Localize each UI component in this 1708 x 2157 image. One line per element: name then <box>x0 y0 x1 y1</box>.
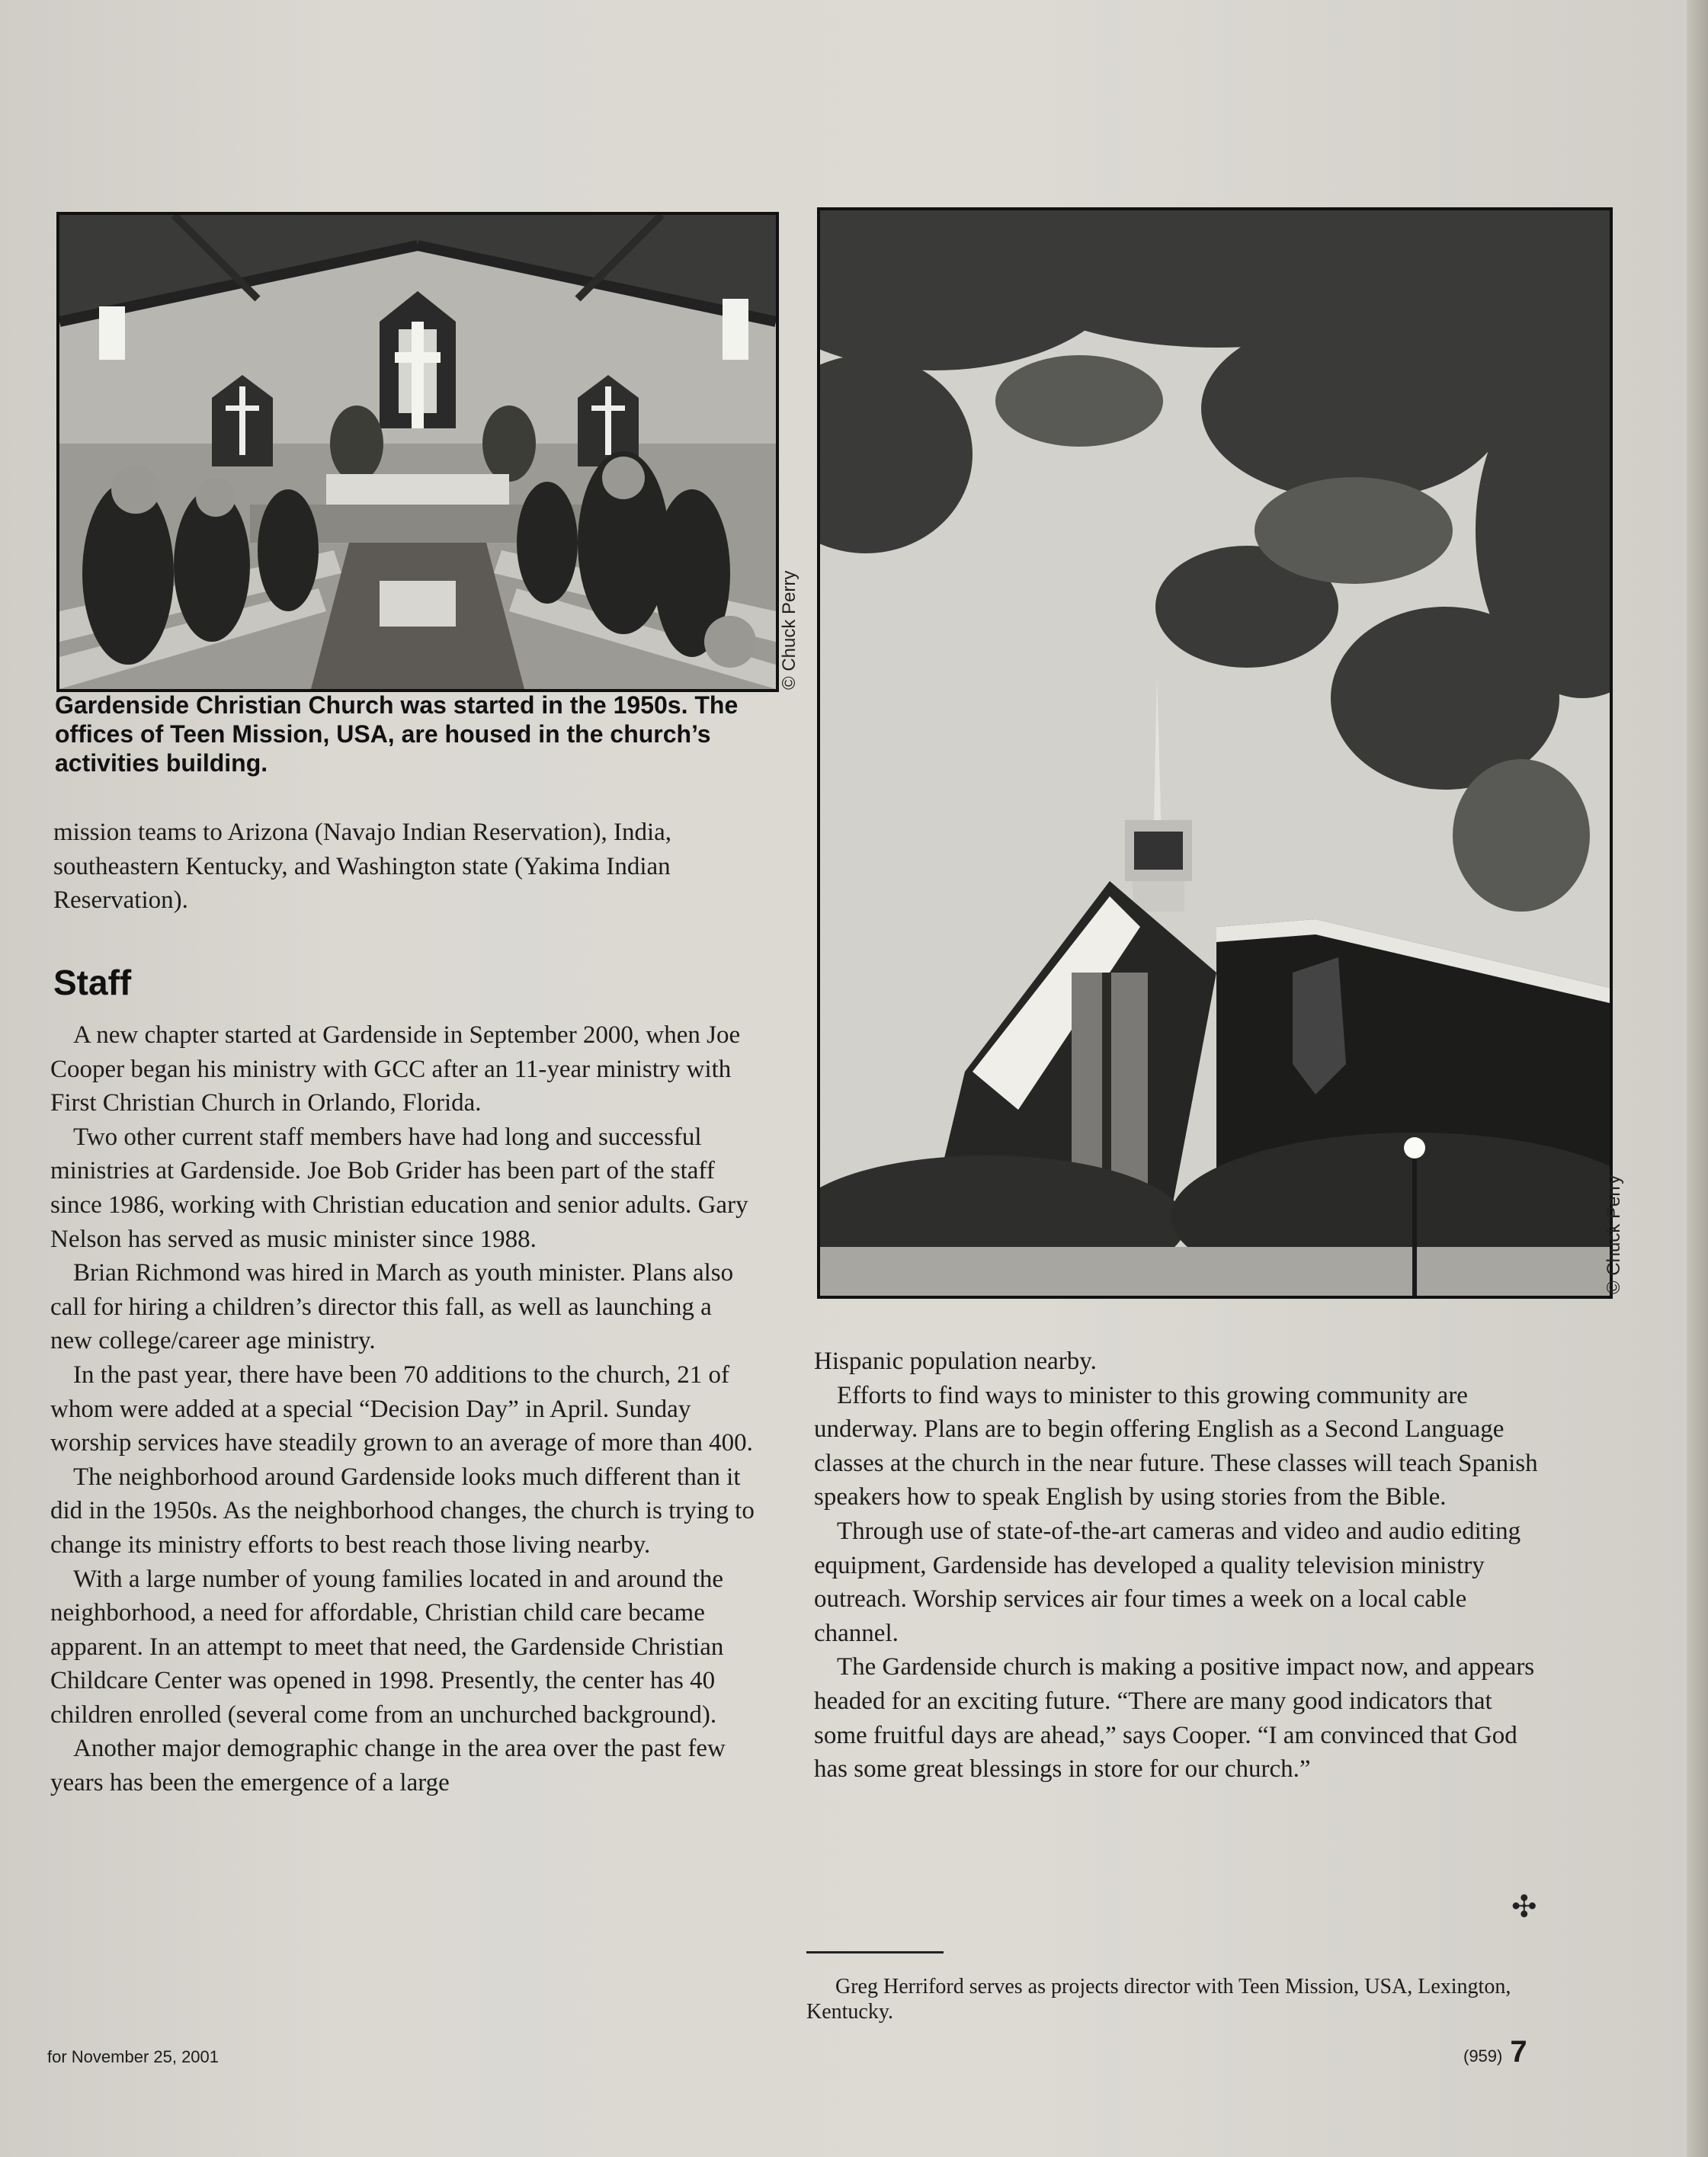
staff-heading: Staff <box>53 963 132 1002</box>
page-code: (959) <box>1463 2046 1503 2066</box>
staff-paragraph-4: In the past year, there have been 70 additions to the church, 21 of whom were added at a special “Decision Day” in April. Sunday worship services have steadily grown to an average of more than 400. <box>50 1361 753 1457</box>
left-column-intro <box>53 816 755 918</box>
bio-divider <box>806 1951 944 1953</box>
church-interior-photo <box>56 212 779 692</box>
right-paragraph-3: The Gardenside church is making a positive impact now, and appears headed for an exciting future. “There are many good indicators that some fruitful days are ahead,” says Cooper. “I am convinced that God has some great blessings in store for our church.” <box>814 1653 1535 1784</box>
page-spine-shadow <box>1687 0 1708 2157</box>
staff-paragraph-6: With a large number of young families located in and around the neighborhood, a need for affordable, Christian child care became apparent. In an attempt to meet that need, the Gardenside Christian Childcare Center was opened in 1998. Presently, the center has 40 children enrolled (several come from an unchurched background). <box>50 1565 724 1729</box>
interior-photo-credit: © Chuck Perry <box>779 570 800 690</box>
issue-date: for November 25, 2001 <box>47 2047 220 2066</box>
staff-paragraph-3: Brian Richmond was hired in March as youth minister. Plans also call for hiring a children’s director this fall, as well as launching a new college/career age ministry. <box>50 1259 734 1355</box>
church-exterior-photo <box>817 207 1613 1299</box>
author-bio: Greg Herriford serves as projects director with Teen Mission, USA, Lexington, Kentucky. <box>806 1975 1511 2024</box>
right-column-body <box>814 1345 1540 1787</box>
photo-caption: Gardenside Christian Church was started in the 1950s. The offices of Teen Mission, USA, are housed in the church’s activities building. <box>55 691 739 777</box>
staff-paragraph-2: Two other current staff members have had long and successful ministries at Gardenside. Joe Bob Grider has been part of the staff since 1986, working with Christian education and senior adults. Gary Nelson has served as music minister since 1988. <box>50 1123 748 1253</box>
exterior-photo-credit: © Chuck Perry <box>1604 1175 1624 1294</box>
left-column-body <box>50 1018 758 1800</box>
staff-paragraph-5: The neighborhood around Gardenside looks much different than it did in the 1950s. As the neighborhood changes, the church is trying to change its ministry efforts to best reach those living nearby. <box>50 1463 755 1559</box>
continuation-paragraph: Hispanic population nearby. <box>814 1348 1097 1375</box>
end-of-article-icon: ✣ <box>1511 1889 1537 1924</box>
right-paragraph-1: Efforts to find ways to minister to this growing community are underway. Plans are to begin offering English as a Second Language classes at the church in the near future. These classes will teach Spanish speakers how to speak English by using stories from the Bible. <box>814 1381 1538 1511</box>
page-number: 7 <box>1510 2035 1527 2069</box>
staff-paragraph-7: Another major demographic change in the area over the past few years has been the emergence of a large <box>50 1735 726 1797</box>
page-footer <box>1463 2035 1527 2069</box>
intro-paragraph: mission teams to Arizona (Navajo Indian Reservation), India, southeastern Kentucky, and Washington state (Yakima Indian Reservation). <box>53 819 672 915</box>
right-paragraph-2: Through use of state-of-the-art cameras and video and audio editing equipment, Gardenside has developed a quality television ministry outreach. Worship services air four times a week on a local cable channel. <box>814 1517 1521 1647</box>
staff-paragraph-1: A new chapter started at Gardenside in September 2000, when Joe Cooper began his ministry with GCC after an 11-year ministry with First Christian Church in Orlando, Florida. <box>50 1021 741 1117</box>
